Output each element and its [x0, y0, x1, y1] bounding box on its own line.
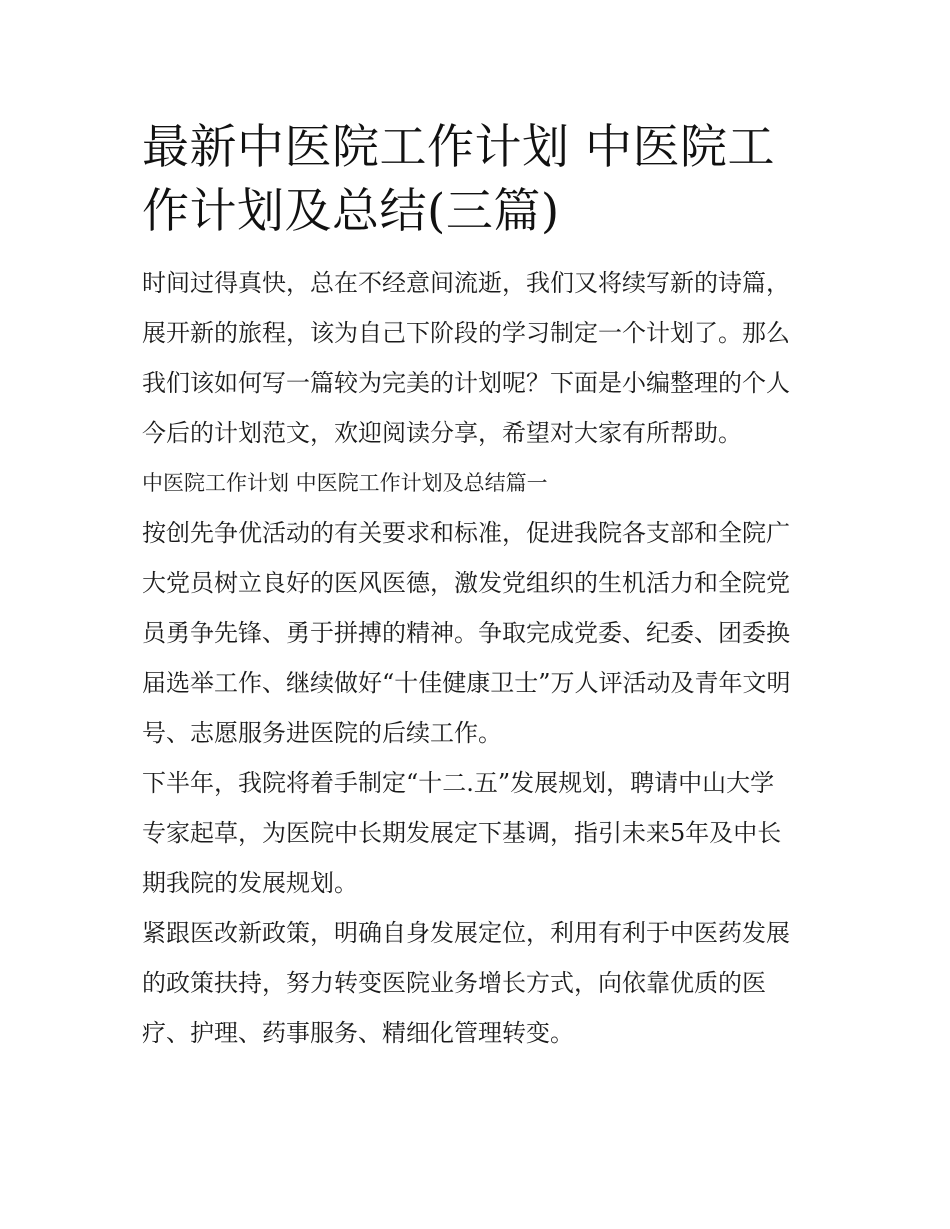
section-heading: [142, 458, 822, 508]
text-line: 大党员树立良好的医风医德，激发党组织的生机活力和全院党: [142, 569, 790, 597]
text-line: 期我院的发展规划。: [142, 869, 358, 897]
text-line: 下半年，我院将着手制定“十二.五”发展规划，聘请中山大学: [142, 769, 775, 797]
intro-paragraph: [142, 258, 822, 458]
heading-line: 中医院工作计划 中医院工作计划及总结篇一: [142, 471, 548, 495]
text-line: 届选举工作、继续做好“十佳健康卫士”万人评活动及青年文明: [142, 669, 791, 697]
document-body: [142, 258, 822, 1058]
text-line: 展开新的旅程，该为自己下阶段的学习制定一个计划了。那么: [142, 319, 790, 347]
text-line: 按创先争优活动的有关要求和标准，促进我院各支部和全院广: [142, 519, 790, 547]
document-content: [142, 116, 822, 1058]
text-line: 号、志愿服务进医院的后续工作。: [142, 719, 502, 747]
document-title: [142, 116, 822, 244]
body-paragraph: [142, 758, 822, 908]
text-line: 今后的计划范文，欢迎阅读分享，希望对大家有所帮助。: [142, 419, 742, 447]
text-line: 员勇争先锋、勇于拼搏的精神。争取完成党委、纪委、团委换: [142, 619, 790, 647]
body-paragraph: [142, 908, 822, 1058]
text-line: 的政策扶持，努力转变医院业务增长方式，向依靠优质的医: [142, 969, 766, 997]
title-line: 最新中医院工作计划 中医院工: [142, 120, 775, 175]
text-line: 疗、护理、药事服务、精细化管理转变。: [142, 1019, 574, 1047]
body-paragraph: [142, 508, 822, 758]
text-line: 专家起草，为医院中长期发展定下基调，指引未来5年及中长: [142, 819, 782, 847]
text-line: 时间过得真快，总在不经意间流逝，我们又将续写新的诗篇，: [142, 269, 790, 297]
text-line: 我们该如何写一篇较为完美的计划呢？下面是小编整理的个人: [142, 369, 790, 397]
text-line: 紧跟医改新政策，明确自身发展定位，利用有利于中医药发展: [142, 919, 790, 947]
title-line: 作计划及总结(三篇): [142, 184, 560, 239]
